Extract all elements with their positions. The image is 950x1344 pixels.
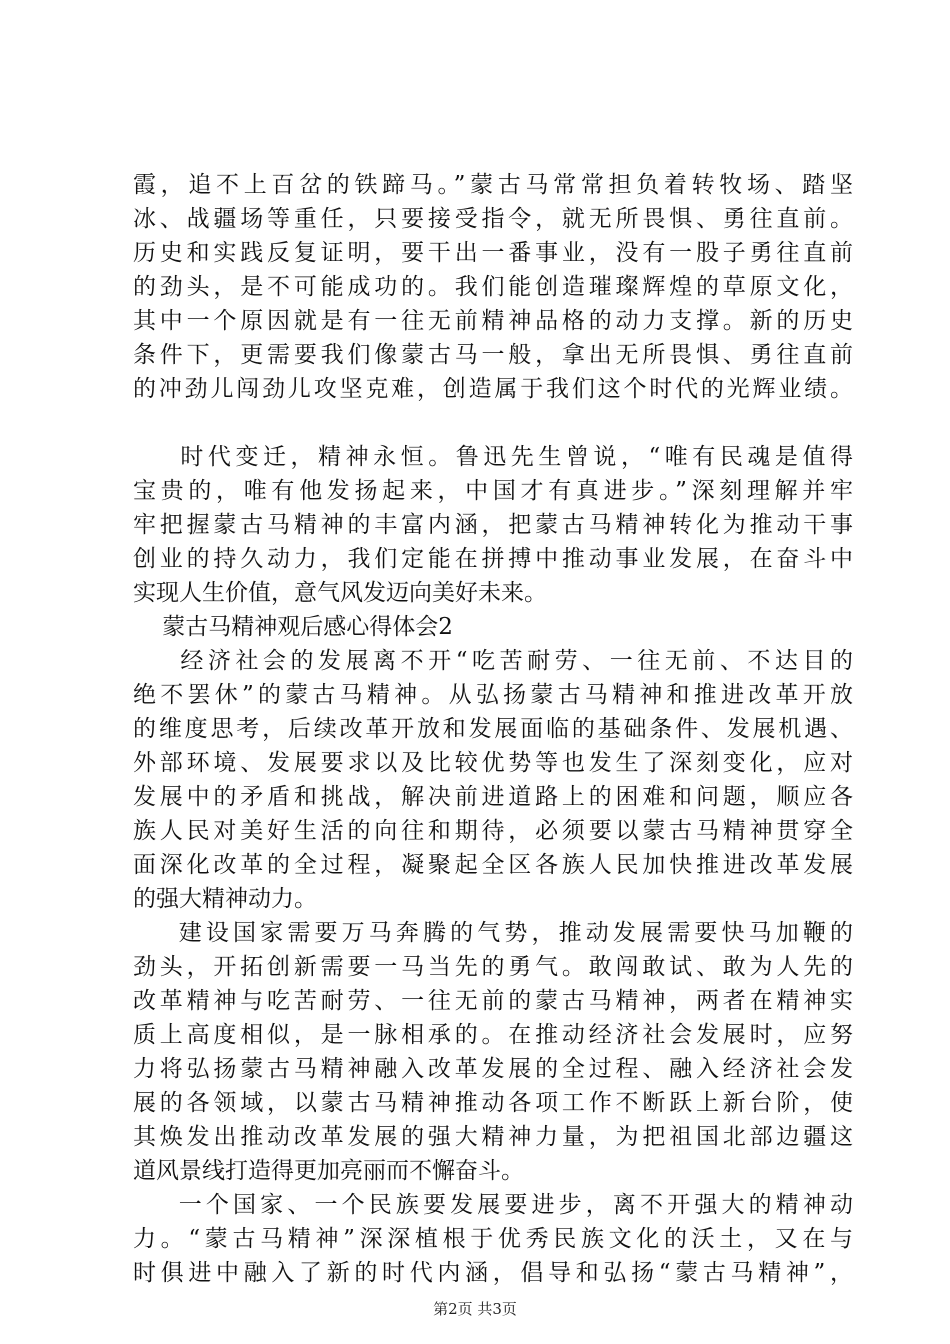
text-line: 建设国家需要万马奔腾的气势，推动发展需要快马加鞭的 — [133, 920, 853, 946]
text-line: 族人民对美好生活的向往和期待，必须要以蒙古马精神贯穿全 — [133, 818, 853, 844]
page-number-footer: 第2页 共3页 — [433, 1300, 517, 1318]
text-line: 的维度思考，后续改革开放和发展面临的基础条件、发展机遇、 — [133, 716, 853, 742]
text-line: 时代变迁，精神永恒。鲁迅先生曾说，“唯有民魂是值得 — [133, 444, 853, 470]
text-line: 实现人生价值，意气风发迈向美好未来。 — [133, 580, 547, 606]
section-heading: 蒙古马精神观后感心得体会2 — [133, 614, 453, 640]
text-line: 的强大精神动力。 — [133, 886, 317, 912]
text-line: 发展中的矛盾和挑战，解决前进道路上的困难和问题，顺应各 — [133, 784, 853, 810]
text-line: 牢把握蒙古马精神的丰富内涵，把蒙古马精神转化为推动干事 — [133, 512, 853, 538]
body-text — [133, 168, 853, 1290]
text-line: 劲头，开拓创新需要一马当先的勇气。敢闯敢试、敢为人先的 — [133, 954, 853, 980]
text-line: 其中一个原因就是有一往无前精神品格的动力支撑。新的历史 — [133, 308, 853, 334]
text-line: 展的各领域，以蒙古马精神推动各项工作不断跃上新台阶，使 — [133, 1090, 853, 1116]
text-line: 力将弘扬蒙古马精神融入改革发展的全过程、融入经济社会发 — [133, 1056, 853, 1082]
text-line: 面深化改革的全过程，凝聚起全区各族人民加快推进改革发展 — [133, 852, 853, 878]
text-line: 的冲劲儿闯劲儿攻坚克难，创造属于我们这个时代的光辉业绩。 — [133, 376, 853, 402]
text-line: 道风景线打造得更加亮丽而不懈奋斗。 — [133, 1158, 524, 1184]
text-line: 宝贵的，唯有他发扬起来，中国才有真进步。”深刻理解并牢 — [133, 478, 853, 504]
text-line: 冰、战疆场等重任，只要接受指令，就无所畏惧、勇往直前。 — [133, 206, 853, 232]
text-line: 其焕发出推动改革发展的强大精神力量，为把祖国北部边疆这 — [133, 1124, 853, 1150]
text-line: 经济社会的发展离不开“吃苦耐劳、一往无前、不达目的 — [133, 648, 853, 674]
text-line: 霞，追不上百岔的铁蹄马。”蒙古马常常担负着转牧场、踏坚 — [133, 172, 853, 198]
text-line: 力。“蒙古马精神”深深植根于优秀民族文化的沃土，又在与 — [133, 1226, 853, 1252]
text-line: 的劲头，是不可能成功的。我们能创造璀璨辉煌的草原文化， — [133, 274, 853, 300]
text-line: 历史和实践反复证明，要干出一番事业，没有一股子勇往直前 — [133, 240, 853, 266]
text-line: 质上高度相似，是一脉相承的。在推动经济社会发展时，应努 — [133, 1022, 853, 1048]
text-line: 一个国家、一个民族要发展要进步，离不开强大的精神动 — [133, 1192, 853, 1218]
text-line: 创业的持久动力，我们定能在拼搏中推动事业发展，在奋斗中 — [133, 546, 853, 572]
text-line: 条件下，更需要我们像蒙古马一般，拿出无所畏惧、勇往直前 — [133, 342, 853, 368]
text-line: 改革精神与吃苦耐劳、一往无前的蒙古马精神，两者在精神实 — [133, 988, 853, 1014]
text-line: 绝不罢休”的蒙古马精神。从弘扬蒙古马精神和推进改革开放 — [133, 682, 853, 708]
text-line: 时俱进中融入了新的时代内涵，倡导和弘扬“蒙古马精神”， — [133, 1260, 853, 1286]
text-line: 外部环境、发展要求以及比较优势等也发生了深刻变化，应对 — [133, 750, 853, 776]
